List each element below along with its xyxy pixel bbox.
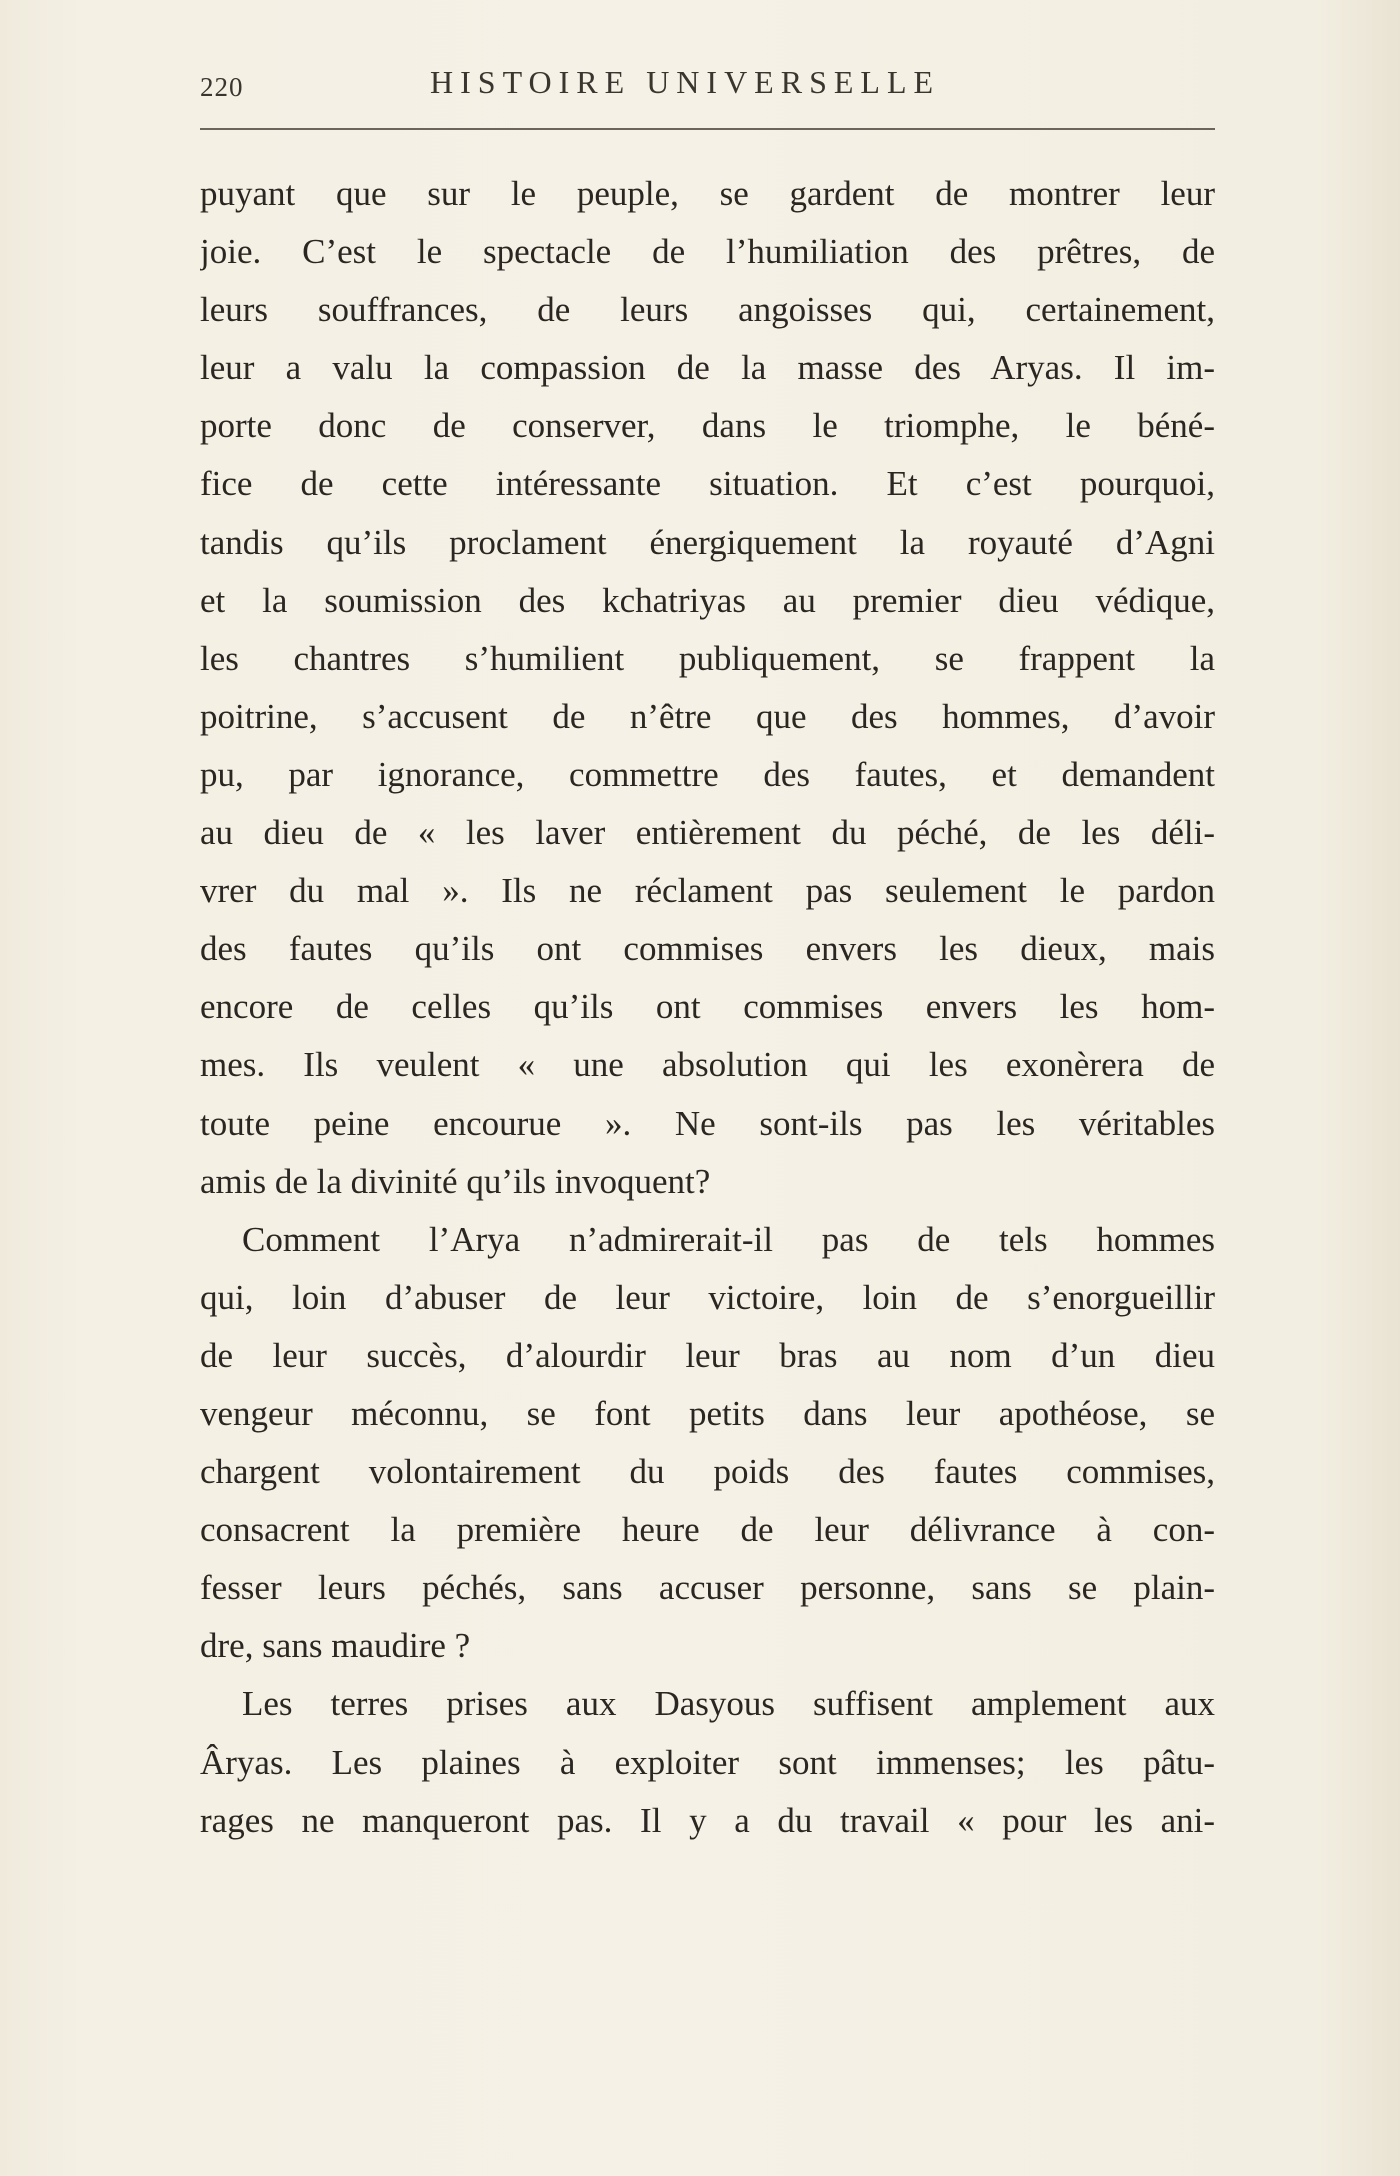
- text-line: joie. C’est le spectacle de l’humiliation des prêtres, de: [200, 232, 1215, 272]
- text-line: leur a valu la compassion de la masse des Aryas. Il im-: [200, 348, 1215, 388]
- text-line: Âryas. Les plaines à exploiter sont immenses; les pâtu-: [200, 1742, 1215, 1782]
- page-header: [200, 60, 1215, 108]
- text-line: puyant que sur le peuple, se gardent de montrer leur: [200, 174, 1215, 213]
- text-line: amis de la divinité qu’ils invoquent?: [200, 1161, 711, 1201]
- text-line: de leur succès, d’alourdir leur bras au nom d’un dieu: [200, 1335, 1215, 1375]
- text-line: mes. Ils veulent « une absolution qui les exonèrera de: [200, 1045, 1215, 1085]
- text-line: tandis qu’ils proclament énergiquement la royauté d’Agni: [200, 522, 1215, 562]
- header-rule: [200, 128, 1215, 130]
- text-line: Comment l’Arya n’admirerait-il pas de tels hommes: [242, 1219, 1215, 1259]
- text-line: et la soumission des kchatriyas au premier dieu védique,: [200, 580, 1215, 620]
- body-text: [200, 165, 1215, 1850]
- text-line: qui, loin d’abuser de leur victoire, loin de s’enorgueillir: [200, 1277, 1215, 1317]
- text-line: rages ne manqueront pas. Il y a du travail « pour les ani-: [200, 1800, 1215, 1840]
- text-line: toute peine encourue ». Ne sont-ils pas les véritables: [200, 1103, 1215, 1143]
- text-line: consacrent la première heure de leur délivrance à con-: [200, 1510, 1215, 1550]
- text-line: fesser leurs péchés, sans accuser personne, sans se plain-: [200, 1568, 1215, 1608]
- text-line: pu, par ignorance, commettre des fautes, et demandent: [200, 754, 1215, 794]
- text-line: dre, sans maudire ?: [200, 1626, 471, 1666]
- text-line: fice de cette intéressante situation. Et c’est pourquoi,: [200, 464, 1215, 504]
- text-line: les chantres s’humilient publiquement, se frappent la: [200, 638, 1215, 678]
- text-line: des fautes qu’ils ont commises envers les dieux, mais: [200, 929, 1215, 969]
- page-number: 220: [200, 72, 244, 102]
- text-line: vrer du mal ». Ils ne réclament pas seulement le pardon: [200, 871, 1215, 911]
- text-line: chargent volontairement du poids des fautes commises,: [200, 1452, 1215, 1492]
- text-line: Les terres prises aux Dasyous suffisent amplement aux: [242, 1684, 1215, 1724]
- text-line: leurs souffrances, de leurs angoisses qui, certainement,: [200, 290, 1215, 330]
- text-line: porte donc de conserver, dans le triomphe, le béné-: [200, 406, 1215, 446]
- text-line: vengeur méconnu, se font petits dans leur apothéose, se: [200, 1393, 1215, 1433]
- text-line: encore de celles qu’ils ont commises envers les hom-: [200, 987, 1215, 1027]
- running-title: HISTOIRE UNIVERSELLE: [430, 64, 941, 100]
- text-line: poitrine, s’accusent de n’être que des hommes, d’avoir: [200, 696, 1215, 736]
- text-line: au dieu de « les laver entièrement du péché, de les déli-: [200, 813, 1215, 853]
